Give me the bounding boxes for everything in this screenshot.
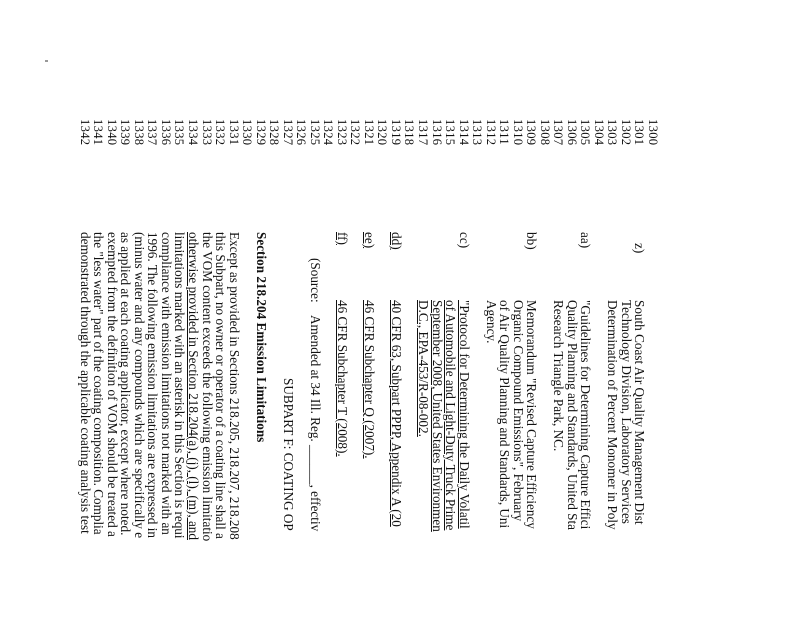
line-number: 1317: [416, 119, 430, 146]
document-line: [281, 0, 295, 618]
line-number: 1329: [253, 119, 268, 146]
line-number: 1311: [497, 119, 512, 145]
line-text: as applied at each coating applicator, except where noted.: [118, 232, 134, 536]
document-line: [321, 0, 335, 618]
document-line: [227, 0, 241, 618]
document-line: [402, 0, 416, 618]
document-line: [646, 0, 660, 618]
item-label: z): [632, 243, 648, 254]
line-text: Quality Planning and Standards, United Sta: [564, 300, 580, 531]
document-line: [389, 0, 403, 618]
line-number: 1319: [388, 119, 403, 146]
item-label: ff): [334, 232, 350, 245]
line-number: 1307: [551, 119, 566, 146]
line-number: 1339: [118, 119, 133, 146]
line-number: 1324: [321, 119, 336, 146]
line-number: 1341: [91, 119, 106, 146]
line-text: South Coast Air Quality Management Dist: [632, 300, 648, 525]
document-line: [172, 0, 186, 618]
line-text: 46 CFR Subchapter T (2008).: [334, 300, 350, 457]
line-number: 1314: [456, 119, 471, 146]
line-text: Amended at 34 Ill. Reg. ______, effectiv: [307, 315, 323, 532]
line-number: 1331: [226, 119, 241, 146]
document-line: [362, 0, 376, 618]
line-text: of Air Quality Planning and Standards, Uni: [497, 300, 513, 529]
line-number: 1312: [483, 119, 498, 146]
line-number: 1342: [77, 119, 92, 146]
line-number: 1304: [591, 119, 606, 146]
line-number: 1321: [361, 119, 376, 146]
document-line: [254, 0, 268, 618]
line-text: "Protocol for Determining the Daily Volatil: [456, 300, 472, 529]
document-line: [308, 0, 322, 618]
line-number: 1306: [564, 119, 579, 146]
line-text: Organic Compound Emissions", February: [510, 300, 526, 522]
line-text: Except as provided in Sections 218.205, 218.207, 218.208: [226, 232, 242, 540]
line-text: compliance with emission limitations not marked with an: [158, 232, 174, 535]
line-text: 40 CFR 63, Subpart PPPP, Appendix A (20: [388, 300, 404, 527]
line-text: "Guidelines for Determining Capture Effici: [578, 300, 594, 530]
document-line: [538, 0, 552, 618]
line-number: 1309: [524, 119, 539, 146]
document-line: [470, 0, 484, 618]
document-line: [91, 0, 105, 618]
line-text: of Automobile and Light-Duty Truck Prime: [443, 300, 459, 531]
line-number: 1337: [145, 119, 160, 146]
line-number: 1310: [510, 119, 525, 146]
line-text: Determination of Percent Monomer in Poly: [605, 300, 621, 530]
document-line: [430, 0, 444, 618]
line-number: 1320: [375, 119, 390, 146]
line-number: 1301: [632, 119, 647, 146]
line-text: demonstrated through the applicable coating analysis test: [77, 232, 93, 534]
document-line: [375, 0, 389, 618]
line-text: Research Triangle Park, NC.: [551, 300, 567, 452]
line-text: this Subpart, no owner or operator of a coating line shall a: [213, 232, 229, 539]
line-text: exempted from the definition of VOM should be treated a: [104, 232, 120, 537]
document-line: [578, 0, 592, 618]
line-text: otherwise provided in Section 218.204(a), (j), (l), (m), and: [185, 232, 201, 540]
document-line: [240, 0, 254, 618]
line-text: September 2008, United States Environmen: [429, 300, 445, 532]
line-text: D.C., EPA-453/R-08-002.: [416, 300, 431, 437]
line-number: 1323: [334, 119, 349, 146]
item-label: ee): [361, 232, 377, 249]
line-number: 1332: [213, 119, 228, 146]
line-number: 1325: [307, 119, 322, 146]
line-number: 1316: [429, 119, 444, 146]
document-line: [105, 0, 119, 618]
page-speck: [45, 60, 48, 62]
line-text: SUBPART F: COATING OP: [280, 378, 296, 531]
document-line: [159, 0, 173, 618]
line-number: 1322: [348, 119, 363, 146]
line-number: 1328: [267, 119, 282, 146]
document-line: [118, 0, 132, 618]
line-text: the VOM content exceeds the following emission limitatio: [199, 232, 215, 542]
item-label: aa): [578, 232, 594, 249]
line-number: 1308: [537, 119, 552, 146]
line-number: 1340: [104, 119, 119, 146]
item-label: cc): [456, 232, 472, 249]
line-number: 1300: [646, 119, 660, 146]
line-text: 1996. The following emission limitations are expressed in: [145, 232, 161, 538]
line-text: limitations marked with an asterisk in this Section is requi: [172, 232, 188, 539]
document-line: [348, 0, 362, 618]
document-line: [511, 0, 525, 618]
line-text: the "less water" part of the coating composition. Complia: [91, 232, 107, 535]
document-line: [213, 0, 227, 618]
line-number: 1318: [402, 119, 417, 146]
item-label: dd): [388, 232, 404, 250]
line-text: (minus water and any compounds which are specifically e: [131, 232, 147, 539]
document-line: [565, 0, 579, 618]
document-line: [457, 0, 471, 618]
line-text: Section 218.204 Emission Limitations: [253, 232, 269, 443]
line-text: Agency.: [483, 300, 499, 344]
line-number: 1330: [240, 119, 255, 146]
item-label: (Source:: [307, 258, 323, 303]
line-text: Technology Division, Laboratory Services: [618, 300, 634, 524]
document-line: [78, 0, 92, 618]
line-number: 1305: [578, 119, 593, 146]
line-number: 1326: [294, 119, 309, 146]
item-label: bb): [524, 232, 540, 250]
document-line: [497, 0, 511, 618]
line-number: 1334: [185, 119, 200, 146]
line-number: 1336: [158, 119, 173, 146]
document-line: [132, 0, 146, 618]
line-number: 1303: [605, 119, 620, 146]
line-number: 1333: [199, 119, 214, 146]
document-line: [335, 0, 349, 618]
document-line: [524, 0, 538, 618]
line-number: 1313: [470, 119, 485, 146]
document-line: [145, 0, 159, 618]
document-line: [267, 0, 281, 618]
line-text: Memorandum "Revised Capture Efficiency: [524, 300, 540, 529]
document-line: [416, 0, 430, 618]
document-line: [294, 0, 308, 618]
document-line: [186, 0, 200, 618]
line-number: 1335: [172, 119, 187, 146]
document-line: [632, 0, 646, 618]
line-number: 1302: [618, 119, 633, 146]
document-line: [200, 0, 214, 618]
line-number: 1327: [280, 119, 295, 146]
document-line: [551, 0, 565, 618]
document-line: [484, 0, 498, 618]
document-line: [619, 0, 633, 618]
line-number: 1315: [443, 119, 458, 146]
line-number: 1338: [131, 119, 146, 146]
document-line: [592, 0, 606, 618]
document-line: [443, 0, 457, 618]
document-line: [605, 0, 619, 618]
line-text: 46 CFR Subchapter Q (2007).: [361, 300, 377, 459]
